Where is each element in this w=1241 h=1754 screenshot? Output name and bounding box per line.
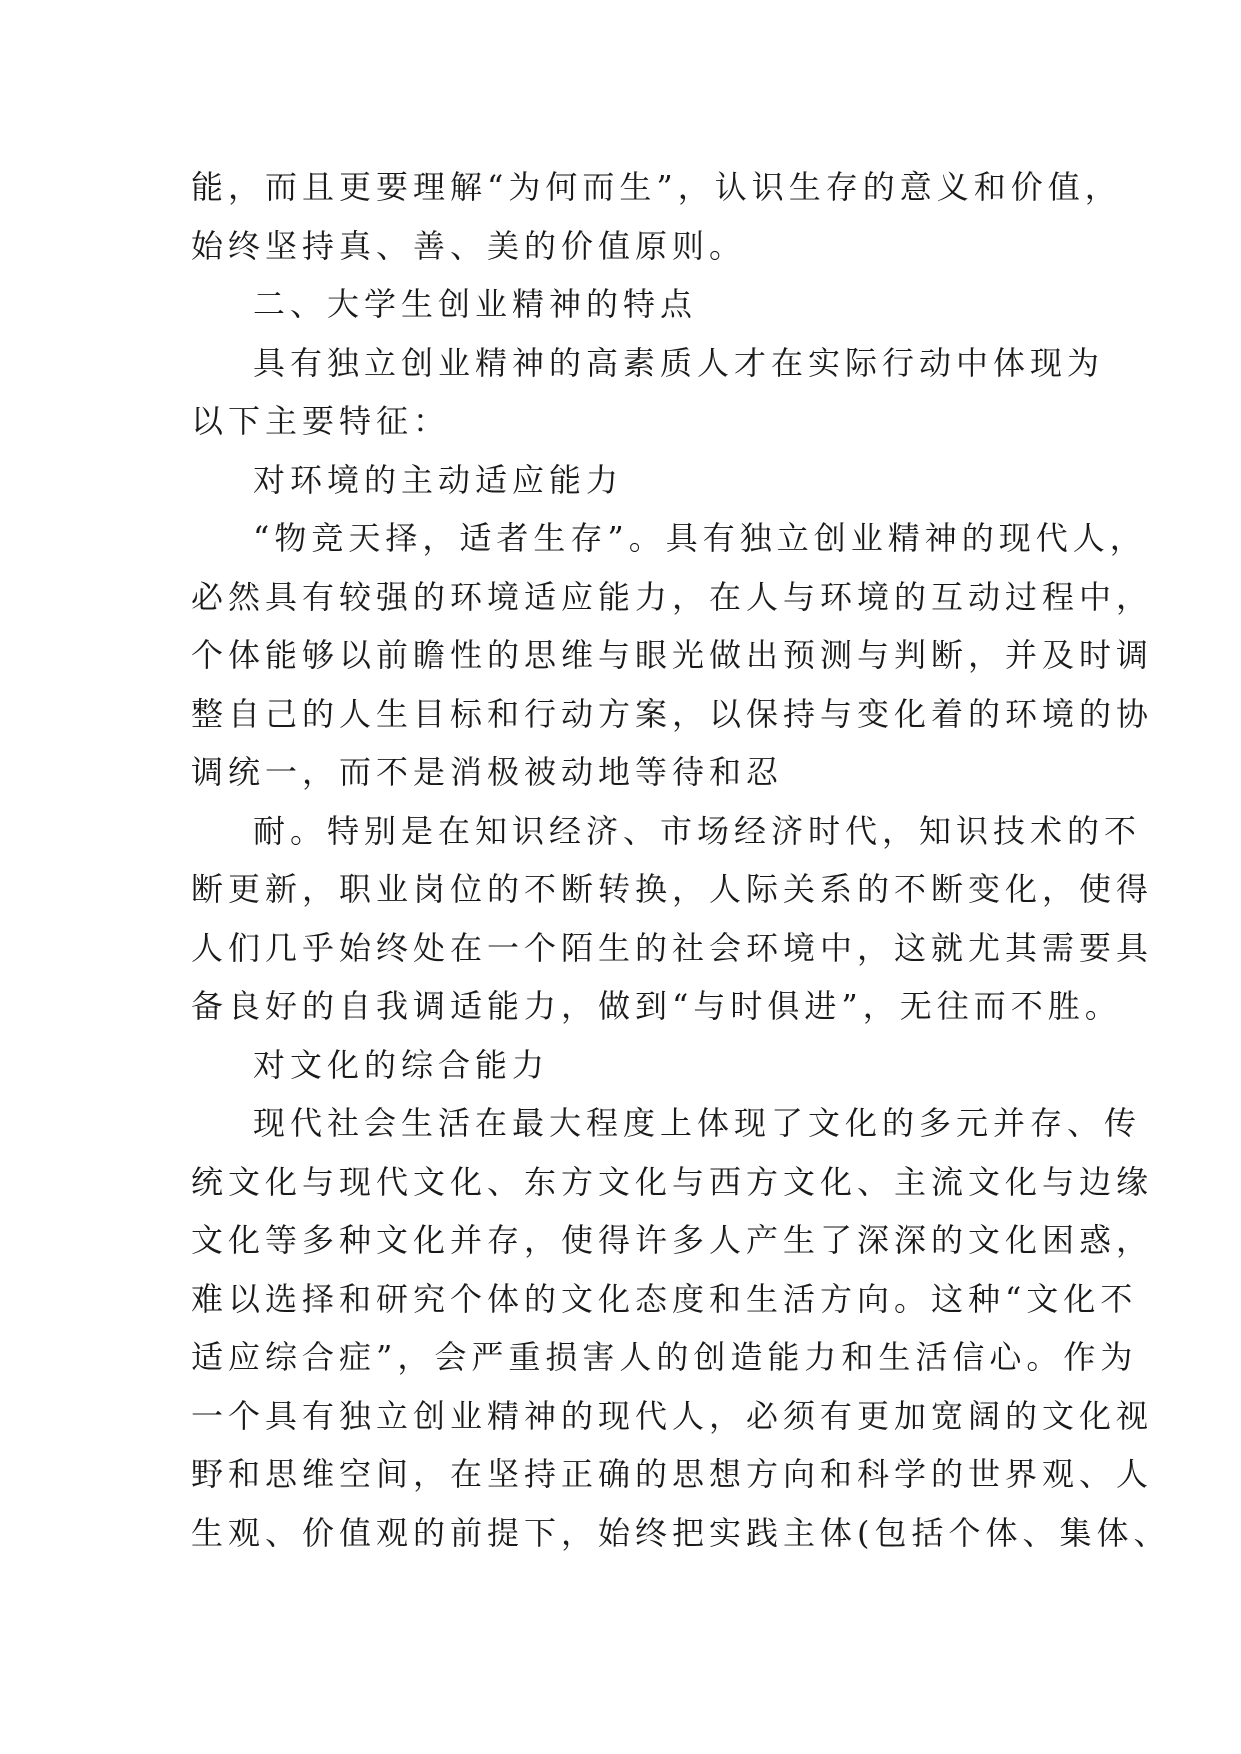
text-line: 对文化的综合能力 <box>253 1045 550 1084</box>
text-line: 备良好的自我调适能力，做到“与时俱进”，无往而不胜。 <box>191 987 1122 1025</box>
text-line: 必然具有较强的环境适应能力，在人与环境的互动过程中， <box>191 577 1154 616</box>
text-line: 野和思维空间，在坚持正确的思想方向和科学的世界观、人 <box>191 1455 1154 1493</box>
text-line: 生观、价值观的前提下，始终把实践主体(包括个体、集体、 <box>191 1513 1171 1552</box>
text-line: 难以选择和研究个体的文化态度和生活方向。这种“文化不 <box>191 1279 1138 1318</box>
text-line: 现代社会生活在最大程度上体现了文化的多元并存、传 <box>253 1104 1142 1142</box>
text-line: 断更新，职业岗位的不断转换，人际关系的不断变化，使得 <box>191 870 1154 908</box>
text-line: 能，而且更要理解“为何而生”，认识生存的意义和价值， <box>191 168 1122 206</box>
text-line: 具有独立创业精神的高素质人才在实际行动中体现为 <box>253 343 1105 382</box>
text-line: 始终坚持真、善、美的价值原则。 <box>191 226 747 265</box>
text-line: 以下主要特征： <box>191 402 451 440</box>
text-line: 耐。特别是在知识经济、市场经济时代，知识技术的不 <box>253 811 1142 850</box>
text-line: 一个具有独立创业精神的现代人，必须有更加宽阔的文化视 <box>191 1396 1154 1435</box>
text-line: 整自己的人生目标和行动方案，以保持与变化着的环境的协 <box>191 694 1154 733</box>
text-line: 统文化与现代文化、东方文化与西方文化、主流文化与边缘 <box>191 1162 1154 1201</box>
document-body <box>191 158 1171 1562</box>
text-line: 调统一，而不是消极被动地等待和忍 <box>191 753 784 791</box>
text-line: “物竞天择，适者生存”。具有独立创业精神的现代人， <box>253 519 1147 557</box>
text-line: 个体能够以前瞻性的思维与眼光做出预测与判断，并及时调 <box>191 636 1154 674</box>
text-line: 文化等多种文化并存，使得许多人产生了深深的文化困惑， <box>191 1221 1154 1259</box>
text-line: 对环境的主动适应能力 <box>253 460 624 499</box>
text-line: 适应综合症”，会严重损害人的创造能力和生活信心。作为 <box>191 1338 1138 1376</box>
text-line: 二、大学生创业精神的特点 <box>253 285 698 323</box>
text-line: 人们几乎始终处在一个陌生的社会环境中，这就尤其需要具 <box>191 928 1154 967</box>
